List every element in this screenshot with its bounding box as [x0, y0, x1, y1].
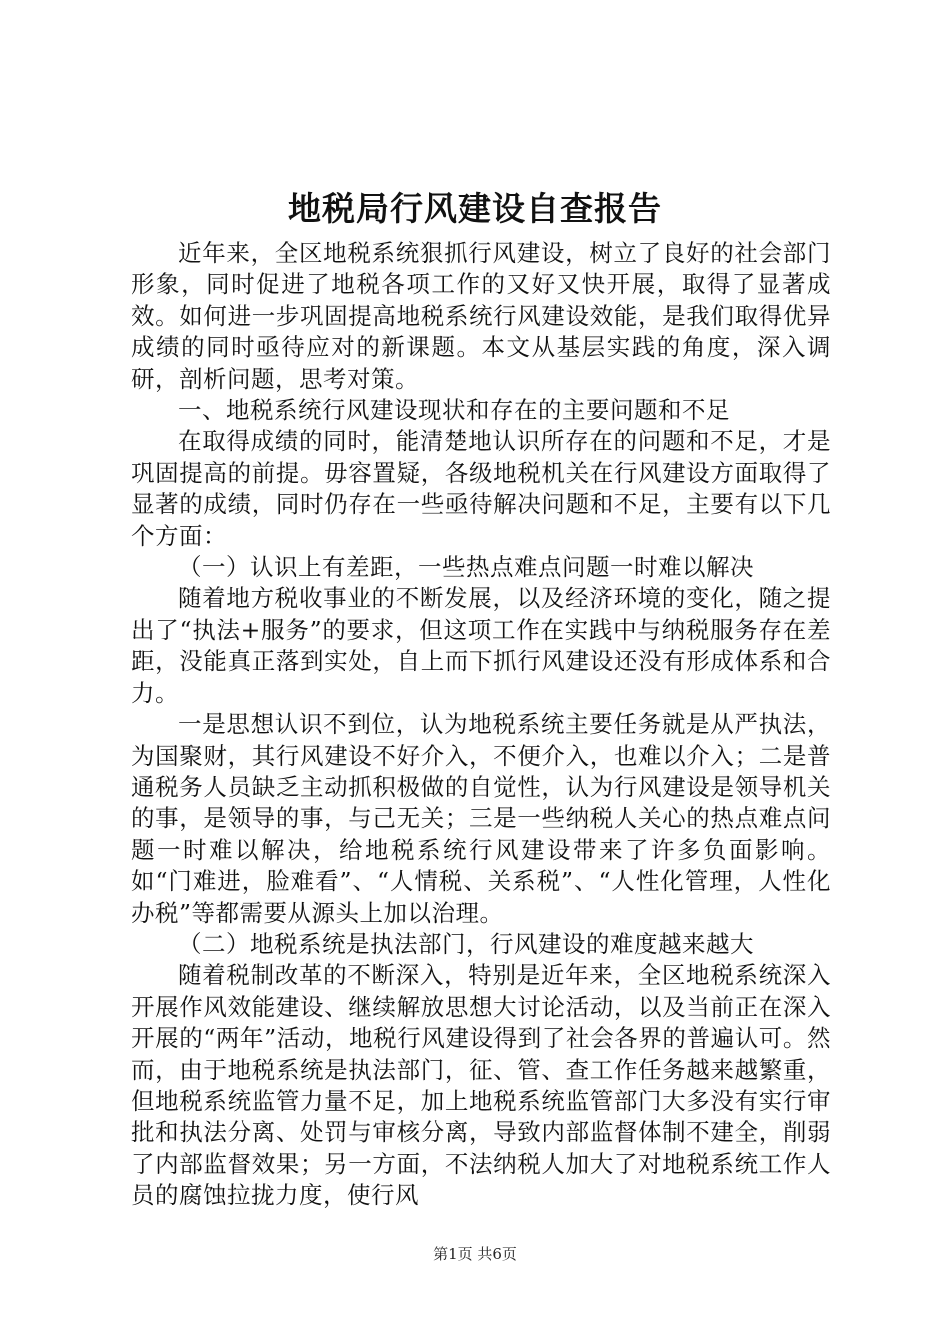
section-heading-1: 一、地税系统行风建设现状和存在的主要问题和不足 — [178, 396, 730, 425]
paragraph: 一是思想认识不到位，认为地税系统主要任务就是从严执法，为国聚财，其行风建设不好介入，不便介入，也难以介入；二是普通税务人员缺乏主动抓积极做的自觉性，认为行风建设是领导机关的事，是领导的事，与己无关；三是一些纳税人关心的热点难点问题一时难以解决，给地税系统行风建设带来了许多负面影响。如“门难进，脸难看”、“人情税、关系税”、“人性化管理，人性化办税”等都需要从源头上加以治理。 — [131, 710, 831, 927]
paragraph: 随着地方税收事业的不断发展，以及经济环境的变化，随之提出了“执法+服务”的要求，但这项工作在实践中与纳税服务存在差距，没能真正落到实处，自上而下抓行风建设还没有形成体系和合力。 — [131, 584, 831, 707]
document-body — [131, 238, 831, 1212]
document-title: 地税局行风建设自查报告 — [288, 189, 662, 228]
paragraph: 在取得成绩的同时，能清楚地认识所存在的问题和不足，才是巩固提高的前提。毋容置疑，各级地税机关在行风建设方面取得了显著的成绩，同时仍存在一些亟待解决问题和不足，主要有以下几个方面： — [131, 427, 831, 550]
paragraph: 随着税制改革的不断深入，特别是近年来，全区地税系统深入开展作风效能建设、继续解放思想大讨论活动，以及当前正在深入开展的“两年”活动，地税行风建设得到了社会各界的普遍认可。然而，由于地税系统是执法部门，征、管、查工作任务越来越繁重，但地税系统监管力量不足，加上地税系统监管部门大多没有实行审批和执法分离、处罚与审核分离，导致内部监督体制不建全，削弱了内部监督效果；另一方面，不法纳税人加大了对地税系统工作人员的腐蚀拉拢力度，使行风 — [131, 961, 831, 1210]
page-footer: 第1页 共6页 — [433, 1245, 517, 1263]
paragraph-intro: 近年来，全区地税系统狠抓行风建设，树立了良好的社会部门形象，同时促进了地税各项工作的又好又快开展，取得了显著成效。如何进一步巩固提高地税系统行风建设效能，是我们取得优异成绩的同时亟待应对的新课题。本文从基层实践的角度，深入调研，剖析问题，思考对策。 — [131, 239, 831, 393]
subsection-heading-1: （一）认识上有差距，一些热点难点问题一时难以解决 — [178, 553, 754, 582]
subsection-heading-2: （二）地税系统是执法部门，行风建设的难度越来越大 — [178, 929, 754, 958]
